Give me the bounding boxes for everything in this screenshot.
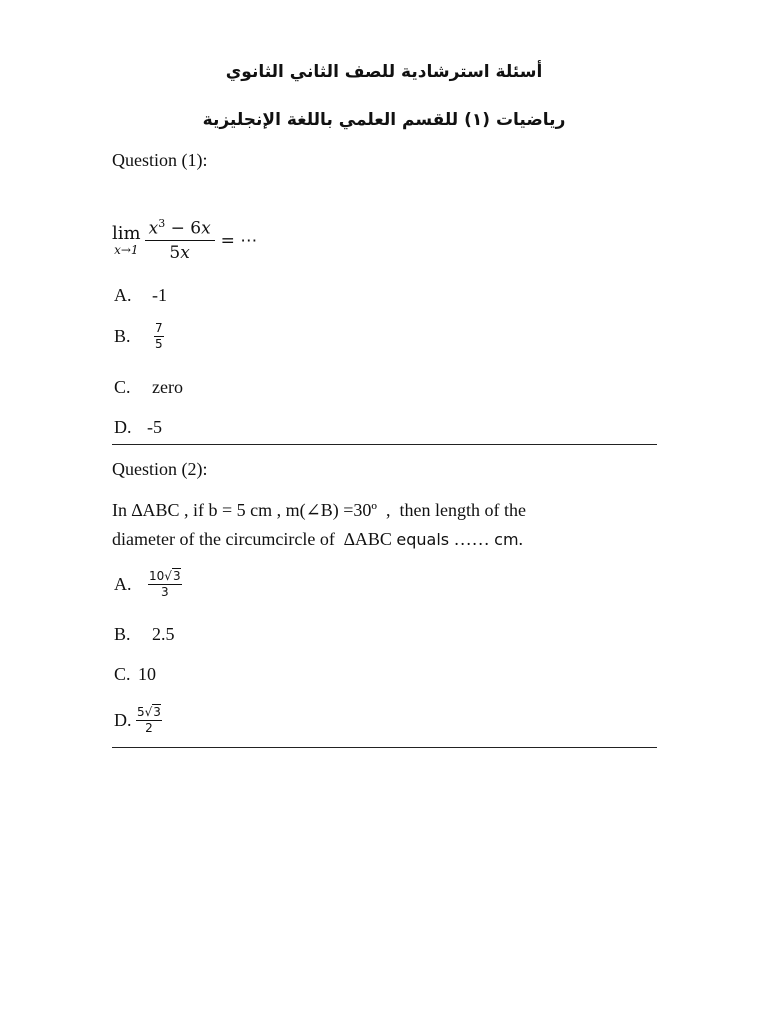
header-title-line-2: رياضيات (١) للقسم العلمي باللغة الإنجليزية [202,110,566,130]
limit-tail: = ⋯ [220,230,258,251]
q1-option-a [114,285,167,306]
section-divider-1 [112,444,657,445]
q2-option-c-value: 10 [138,664,156,684]
q2-option-c [114,664,156,685]
q2-option-d-fraction [136,706,162,735]
q1-option-c [114,377,183,398]
q2-option-c-letter: C. [114,664,131,684]
section-divider-2 [112,747,657,748]
q1-option-b-fraction [154,322,164,351]
question-2-heading: Question (2): [112,459,208,479]
q1-option-c-letter: C. [114,377,131,397]
q1-option-b-numerator: 7 [154,322,164,337]
q2-option-a [114,570,182,599]
question-2-text-line-2: diameter of the circumcircle of ∆ABC equals …… cm. [112,529,524,549]
q1-option-b-letter: B. [114,326,131,347]
q1-option-d [114,417,162,438]
q1-option-a-value: -1 [152,285,167,305]
q2-option-b [114,624,175,645]
q2-option-b-value: 2.5 [152,624,175,644]
limit-word: lim [112,222,141,244]
question-1-heading: Question (1): [112,150,208,170]
q2-option-b-letter: B. [114,624,131,644]
q1-option-a-letter: A. [114,285,132,305]
limit-fraction [145,218,215,263]
q2-option-a-denominator: 3 [160,585,169,600]
header-title-line-1: أسئلة استرشادية للصف الثاني الثانوي [225,62,543,82]
question-2-text-line-1: In ∆ABC , if b = 5 cm , m(∠B) =30º , then length of the [112,500,526,520]
limit-denominator: 5x [169,243,190,264]
q1-option-c-value: zero [152,377,183,397]
q1-option-d-value: -5 [147,417,162,437]
q2-option-a-numerator: 10√3 [148,570,182,585]
q1-option-b-denominator: 5 [155,337,163,352]
limit-expression [112,218,257,263]
limit-operator [112,224,141,258]
q1-option-d-letter: D. [114,417,132,437]
q2-option-d-numerator: 5√3 [136,706,162,721]
q2-option-a-letter: A. [114,574,132,595]
q1-option-b [114,322,164,351]
q2-option-a-fraction [148,570,182,599]
q2-option-d [114,706,162,735]
q2-option-d-denominator: 2 [145,721,153,736]
q2-option-d-letter: D. [114,710,132,731]
limit-numerator: $x^3 - 6x$ [145,218,215,241]
limit-subscript: x→1 [114,243,139,258]
